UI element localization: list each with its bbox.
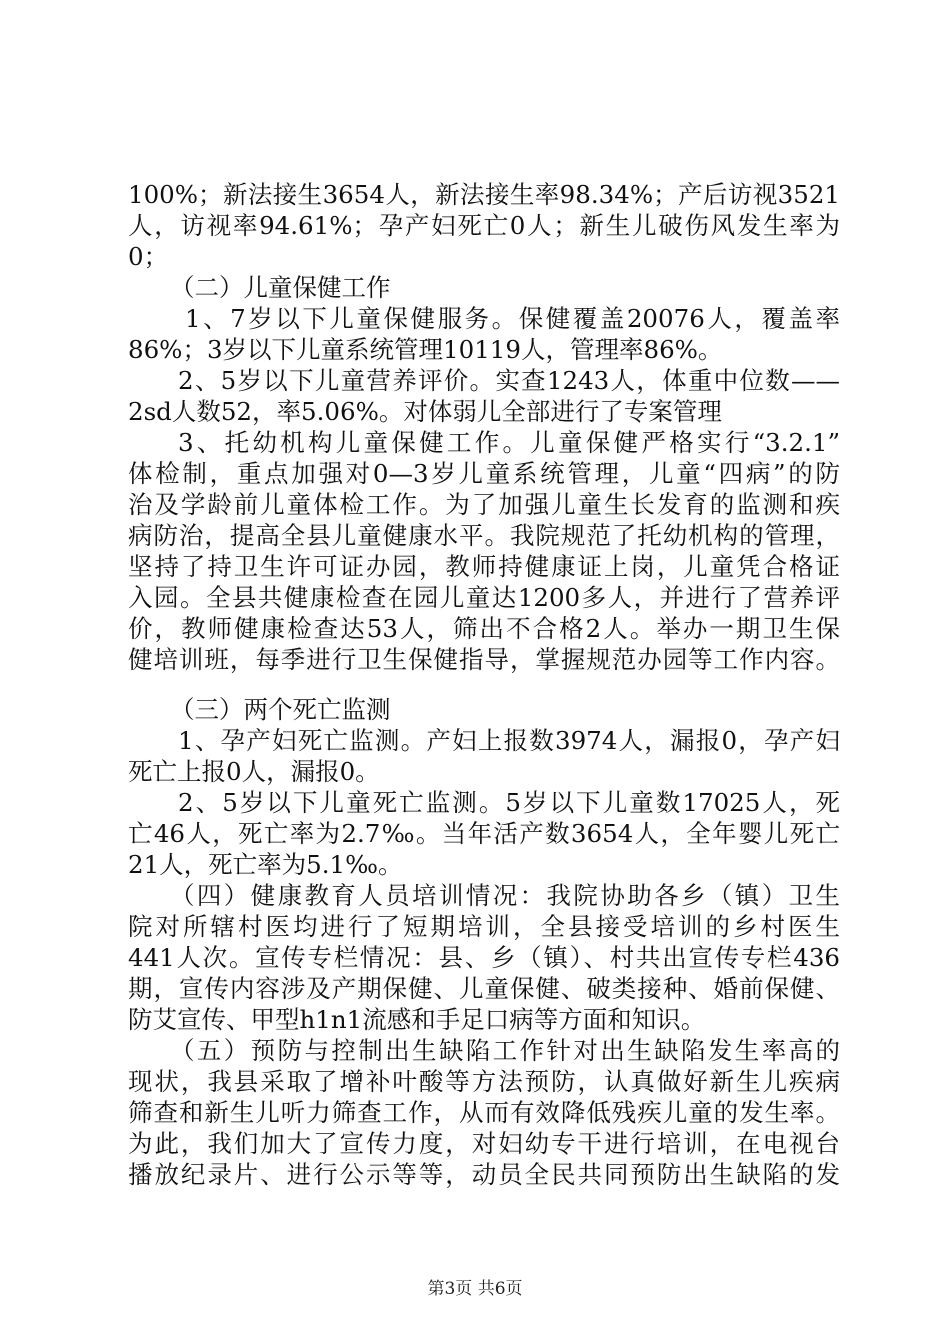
paragraph-line: 441人次。宣传专栏情况：县、乡（镇）、村共出宣传专栏436 <box>128 943 840 972</box>
paragraph-line: 治及学龄前儿童体检工作。为了加强儿童生长发育的监测和疾 <box>128 490 840 519</box>
paragraph-line: 1、7岁以下儿童保健服务。保健覆盖20076人，覆盖率 <box>185 304 840 333</box>
paragraph-line: 现状，我县采取了增补叶酸等方法预防，认真做好新生儿疾病 <box>128 1067 840 1096</box>
paragraph-line: 0； <box>128 242 169 271</box>
paragraph-line: 筛查和新生儿听力筛查工作，从而有效降低残疾儿童的发生率。 <box>128 1098 840 1127</box>
paragraph-line: 86%；3岁以下儿童系统管理10119人，管理率86%。 <box>128 335 723 364</box>
paragraph-line: 院对所辖村医均进行了短期培训，全县接受培训的乡村医生 <box>128 912 840 941</box>
paragraph-line: 播放纪录片、进行公示等等，动员全民共同预防出生缺陷的发 <box>128 1160 840 1189</box>
paragraph-line: 死亡上报0人，漏报0。 <box>128 757 380 786</box>
paragraph-line: 体检制，重点加强对0—3岁儿童系统管理，儿童“四病”的防 <box>128 459 840 488</box>
section-heading: （二）儿童保健工作 <box>170 273 391 302</box>
paragraph-line: 21人，死亡率为5.1‰。 <box>128 850 403 879</box>
paragraph-line: 2、5岁以下儿童死亡监测。5岁以下儿童数17025人，死 <box>178 788 840 817</box>
paragraph-line: 2sd人数52，率5.06%。对体弱儿全部进行了专案管理 <box>128 397 722 426</box>
section-heading: （三）两个死亡监测 <box>170 695 391 724</box>
paragraph-line: 人，访视率94.61%；孕产妇死亡0人；新生儿破伤风发生率为 <box>128 211 840 240</box>
paragraph-line: 1、孕产妇死亡监测。产妇上报数3974人，漏报0，孕产妇 <box>178 726 840 755</box>
paragraph-line: 健培训班，每季进行卫生保健指导，掌握规范办园等工作内容。 <box>128 645 840 674</box>
paragraph-line: 坚持了持卫生许可证办园，教师持健康证上岗，儿童凭合格证 <box>128 552 840 581</box>
paragraph-line: 3、托幼机构儿童保健工作。儿童保健严格实行“3.2.1” <box>178 428 840 457</box>
paragraph-line: 亡46人，死亡率为2.7‰。当年活产数3654人，全年婴儿死亡 <box>128 819 840 848</box>
paragraph-line: 防艾宣传、甲型h1n1流感和手足口病等方面和知识。 <box>128 1005 706 1034</box>
paragraph-line: 期，宣传内容涉及产期保健、儿童保健、破类接种、婚前保健、 <box>128 974 840 1003</box>
paragraph-line: 病防治，提高全县儿童健康水平。我院规范了托幼机构的管理， <box>128 521 840 550</box>
paragraph-line: 100%；新法接生3654人，新法接生率98.34%；产后访视3521 <box>128 180 840 209</box>
paragraph-line: （五）预防与控制出生缺陷工作针对出生缺陷发生率高的 <box>170 1036 840 1065</box>
paragraph-line: 价，教师健康检查达53人，筛出不合格2人。举办一期卫生保 <box>128 614 840 643</box>
paragraph-line: 为此，我们加大了宣传力度，对妇幼专干进行培训，在电视台 <box>128 1129 840 1158</box>
page-number-footer: 第3页 共6页 <box>427 1279 523 1299</box>
paragraph-line: 入园。全县共健康检查在园儿童达1200多人，并进行了营养评 <box>128 583 840 612</box>
paragraph-line: 2、5岁以下儿童营养评价。实查1243人，体重中位数—— <box>178 366 840 395</box>
paragraph-line: （四）健康教育人员培训情况：我院协助各乡（镇）卫生 <box>170 881 840 910</box>
